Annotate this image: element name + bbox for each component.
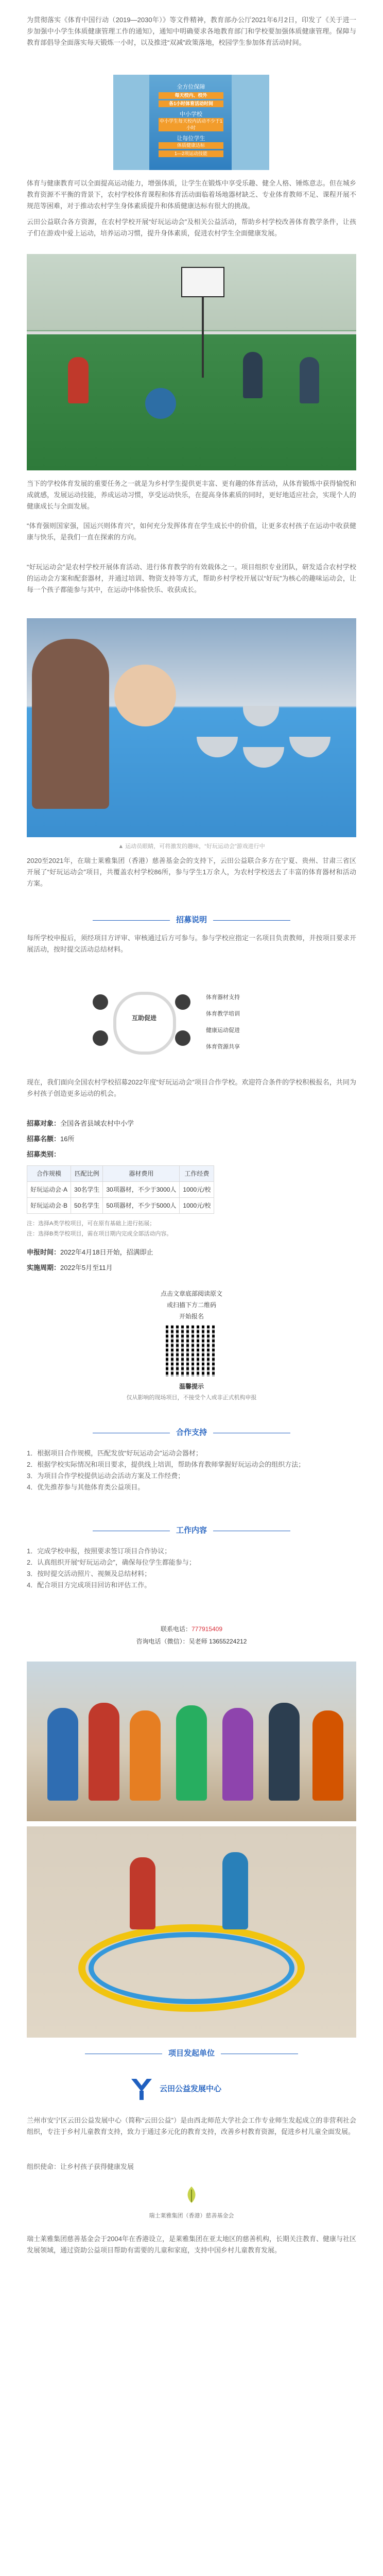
intro-paragraph-2: 体育与健康教育可以全面提高运动能力，增强体质，让学生在锻炼中享受乐趣、健全人格、锤炼意志。但在城乡教育资源不平衡的背景下，农村学校体育课程和体育活动面临着场地器材缺乏、专业体育教师不足、课程开展不规范等困难，对于推动农村学生身体素质提升和体质健康达标有很大的挑战。 (27, 179, 356, 210)
diagram-center: 互助促进 (131, 1014, 156, 1022)
poster-line: 中小学校 (180, 111, 202, 117)
intro-block-2 (27, 178, 356, 212)
intro-paragraph-4: 当下的学校体育发展的重要任务之一就是为乡村学生提供更丰富、更有趣的体育活动，从体育锻炼中获得愉悦和成就感，发展运动技能，养成运动习惯，享受运动快乐，在提高身体素质的同时，更好地适应社会，实现个人的健康成长与全面发展。 (27, 480, 356, 510)
support-list (27, 1448, 356, 1493)
diagram-item: 体育器材支持 (206, 994, 240, 1001)
section-title-partners: 项目发起单位 (0, 2048, 383, 2059)
diagram-item: 体育资源共享 (206, 1044, 240, 1050)
photo-children-group (27, 1662, 356, 1821)
table-notes (27, 1218, 172, 1239)
intro-paragraph-5: “好玩运动会”是农村学校开展体育活动、进行体育教学的有效载体之一。项目组织专业团队，研发适合农村学校的运动会方案和配套器材，并通过培训、物资支持等方式，帮助乡村学校开展以“好玩”为核心的趣味运动会，让每一个孩子都能参与其中，在运动中体验快乐、收获成长。 (27, 563, 356, 594)
chart-icon (175, 994, 190, 1010)
table-row: 好玩运动会·A 30名学生 30项器材，不少于3000人 1000元/校 (27, 1182, 214, 1198)
org1-name: 云田公益发展中心 (160, 2084, 222, 2093)
poster-line: 中小学生每天校内活动不少于1小时 (159, 118, 222, 130)
support-item: 4．优先推荐参与其他体育类公益项目。 (27, 1483, 145, 1491)
photo-play-ring (27, 1826, 356, 2038)
field-period: 实施周期：2022年5月至11月 (27, 1264, 113, 1272)
intro-block-6 (27, 855, 356, 889)
photo-bowls-game (27, 618, 356, 837)
field-category: 招募类别： (27, 1150, 61, 1158)
intro-block-5 (27, 562, 356, 596)
section-title-support: 合作支持 (0, 1427, 383, 1438)
poster-line: 体质健康达标 (159, 142, 223, 149)
signup-line-3: 开始报名 (179, 1313, 204, 1320)
contact-block (0, 1623, 383, 1648)
support-item: 3．为项目合作学校提供运动会活动方案及工作经费； (27, 1472, 185, 1480)
table-note: 注：选择B类学校项目，需在项目期内完成全部活动内容。 (27, 1231, 172, 1237)
workflow-item: 3．按时提交活动照片、视频及总结材料； (27, 1570, 151, 1578)
support-diagram (77, 974, 304, 1066)
org2-desc-block (27, 2233, 356, 2256)
table-header: 器材费用 (103, 1166, 180, 1182)
org2-desc: 瑞士莱雅集团慈善基金会于2004年在香港设立，是莱雅集团在亚太地区的慈善机构，长期关注教育、健康与社区发展领域，通过资助公益项目帮助有需要的儿童和家庭，支持中国乡村儿童教育发展。 (27, 2235, 356, 2254)
policy-poster (113, 75, 269, 170)
photo-caption: ▲ 运动员眼睛，可将激发的趣味，“好玩运动会”游戏进行中 (118, 843, 265, 850)
table-note: 注：选择A类学校项目，可在原有基础上进行拓展； (27, 1221, 155, 1227)
signup-line-2: 或扫描下方二维码 (166, 1301, 216, 1309)
share-icon (175, 1030, 190, 1046)
tip-text: 仅从影响的现场项目，不接受个人或非正式机构申报 (126, 1395, 257, 1401)
quote-block (27, 520, 356, 543)
org1-mission-block (27, 2161, 356, 2173)
recruit-table (27, 1165, 214, 1214)
poster-line: 全方位保障 (177, 84, 205, 90)
qr-code[interactable] (166, 1325, 217, 1377)
intro-paragraph-3: 云田公益联合各方资源，在农村学校开展“好玩运动会”及相关公益活动，帮助乡村学校改善体育教学条件，让孩子们在游戏中爱上运动，培养运动习惯，提升身体素质，促进农村学生全面健康发展。 (27, 218, 356, 237)
workflow-item: 2．认真组织开展“好玩运动会”，确保每位学生都能参与； (27, 1558, 196, 1566)
org1-mission: 组织使命：让乡村孩子获得健康发展 (27, 2163, 134, 2171)
table-header: 合作规模 (27, 1166, 71, 1182)
intro-paragraph-1: 为贯彻落实《体育中国行动（2019—2030年）》等文件精神，教育部办公厅2021年6月2日，印发了《关于进一步加强中小学生体质健康管理工作的通知》，通知中明确要求各地教育部门和学校要加强体质健康管理。保障与教育部倡导全面落实每天锻炼一小时，以及推进“双减”政策落地，校园学生参加体育活动时间。 (27, 16, 356, 46)
diagram-item: 健康运动促进 (206, 1027, 240, 1033)
diagram-item: 体育教学培训 (206, 1011, 240, 1017)
intro-block-4 (27, 478, 356, 512)
heart-icon (93, 1030, 108, 1046)
table-row: 好玩运动会·B 50名学生 50项器材，不少于5000人 1000元/校 (27, 1198, 214, 1214)
poster-line: 各1小时体育活动时间 (159, 100, 223, 107)
people-icon (93, 994, 108, 1010)
quote-paragraph: “体育强则国家强，国运兴则体育兴”，如何充分发挥体育在学生成长中的价值，让更多农村孩子在运动中收获健康与快乐，是我们一直在探索的方向。 (27, 522, 356, 541)
recruit-paragraph: 每所学校申报后，须经项目方评审、审核通过后方可参与。参与学校应指定一名项目负责教师，并按项目要求开展活动，按时提交活动总结材料。 (27, 934, 356, 953)
workflow-item: 4．配合项目方完成项目回访和评估工作。 (27, 1581, 151, 1589)
org2-logo (134, 2184, 249, 2226)
poster-text (159, 84, 223, 157)
signup-box (103, 1288, 280, 1412)
tip-title: 温馨提示 (179, 1383, 204, 1390)
section-title-recruit: 招募说明 (0, 914, 383, 926)
table-header: 匹配比例 (71, 1166, 103, 1182)
table-header: 工作经费 (180, 1166, 214, 1182)
photo-kids-playing-field (27, 254, 356, 470)
contact-consult: 咨询电话（微信）：吴老师 13655224212 (136, 1638, 247, 1645)
poster-line: 1—2项运动技能 (159, 150, 223, 157)
field-apply-time: 申报时间：2022年4月18日开始，招满即止 (27, 1248, 153, 1256)
recruit-block (27, 933, 356, 955)
contact-phone: 联系电话：777915409 (160, 1625, 223, 1633)
org1-desc-block (27, 2115, 356, 2138)
poster-line: 每天校内、校外 (159, 92, 223, 99)
intro-block-3 (27, 216, 356, 239)
intro-block-1 (27, 14, 356, 48)
section-title-workflow: 工作内容 (0, 1525, 383, 1536)
poster-line: 让每位学生 (177, 135, 205, 142)
org1-logo (129, 2071, 254, 2107)
workflow-list (27, 1546, 356, 1591)
intro-paragraph-6: 2020至2021年，在瑞士莱雅集团（香港）慈善基金会的支持下，云田公益联合多方在宁夏、贵州、甘肃三省区开展了“好玩运动会”项目，共覆盖农村学校86所，参与学生1万余人，为农村学校送去了丰富的体育器材和活动方案。 (27, 857, 356, 887)
support-item: 2．根据学校实际情况和项目要求，提供线上培训，帮助体育教师掌握好玩运动会的组织方法； (27, 1461, 305, 1468)
support-item: 1．根据项目合作规模，匹配发放“好玩运动会”运动会器材； (27, 1449, 202, 1457)
org1-desc: 兰州市安宁区云田公益发展中心（简称“云田公益”）是由西北师范大学社会工作专业师生发起成立的非营利社会组织，专注于乡村儿童教育支持，致力于通过多元化的教育支持，改善乡村教育资源，促进乡村儿童全面发展。 (27, 2116, 356, 2136)
field-quota: 招募名额：16所 (27, 1135, 75, 1143)
signup-line-1: 点击文章底部阅读原文 (160, 1290, 222, 1297)
recruit-block-2 (27, 1077, 356, 1099)
diagram-items (206, 989, 304, 1055)
org2-name: 瑞士莱雅集团（香港）慈善基金会 (149, 2213, 234, 2219)
field-target: 招募对象：全国各省县域农村中小学 (27, 1120, 134, 1127)
workflow-item: 1．完成学校申报，按照要求签订项目合作协议； (27, 1547, 171, 1555)
recruit-paragraph-2: 现在，我们面向全国农村学校招募2022年度“好玩运动会”项目合作学校。欢迎符合条件的学校积极报名，共同为乡村孩子创造更多运动的机会。 (27, 1078, 356, 1097)
